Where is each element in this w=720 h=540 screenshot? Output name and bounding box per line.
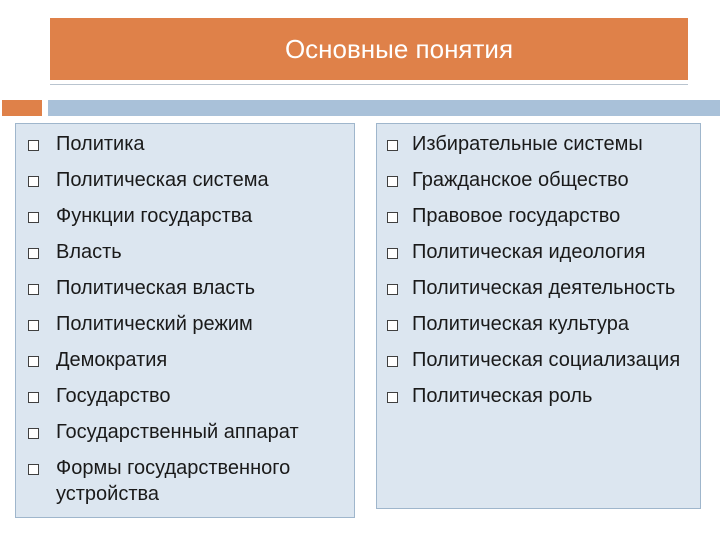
list-item-text: Функции государства (56, 205, 253, 227)
square-bullet-icon (387, 356, 398, 367)
list-item-text: Политическая социализация (412, 349, 681, 371)
list-item-text: Государство (56, 385, 171, 407)
list-item (377, 203, 700, 229)
square-bullet-icon (387, 392, 398, 403)
list-item (16, 167, 354, 193)
square-bullet-icon (387, 248, 398, 259)
left-concepts-list (16, 131, 354, 517)
right-concepts-list (377, 131, 700, 419)
square-bullet-icon (387, 284, 398, 295)
title-bar (50, 18, 688, 80)
square-bullet-icon (28, 140, 39, 151)
square-bullet-icon (28, 176, 39, 187)
list-item-text: Политическая роль (412, 385, 593, 407)
list-item-text: Политическая идеология (412, 241, 646, 263)
square-bullet-icon (28, 248, 39, 259)
square-bullet-icon (28, 428, 39, 439)
square-bullet-icon (387, 176, 398, 187)
list-item (16, 383, 354, 409)
square-bullet-icon (28, 320, 39, 331)
accent-bar-orange (2, 100, 42, 116)
square-bullet-icon (28, 464, 39, 475)
list-item-text: Политика (56, 133, 145, 155)
square-bullet-icon (387, 140, 398, 151)
title-underline (50, 84, 688, 85)
list-item (377, 239, 700, 265)
square-bullet-icon (28, 284, 39, 295)
list-item-text: Политическая деятельность (412, 277, 676, 299)
list-item-text: Государственный аппарат (56, 421, 299, 443)
list-item-text: Демократия (56, 349, 168, 371)
list-item (377, 275, 700, 301)
list-item-text: Политическая культура (412, 313, 629, 335)
list-item (377, 347, 700, 373)
square-bullet-icon (28, 356, 39, 367)
left-concepts-panel (15, 123, 355, 518)
list-item-text: Правовое государство (412, 205, 621, 227)
square-bullet-icon (387, 212, 398, 223)
list-item-text: Избирательные системы (412, 133, 643, 155)
list-item-text: Политическая система (56, 169, 269, 191)
list-item (16, 239, 354, 265)
list-item-text: Формы государственного устройства (56, 457, 291, 505)
list-item (16, 419, 354, 445)
list-item (16, 311, 354, 337)
list-item (16, 131, 354, 157)
page-title: Основные понятия (284, 33, 514, 64)
list-item-text: Политическая власть (56, 277, 256, 299)
list-item-text: Власть (56, 241, 122, 263)
right-concepts-panel (376, 123, 701, 509)
square-bullet-icon (28, 392, 39, 403)
list-item (16, 275, 354, 301)
list-item (16, 347, 354, 373)
accent-bar-blue (48, 100, 720, 116)
list-item (377, 167, 700, 193)
list-item-text: Политический режим (56, 313, 253, 335)
list-item (377, 383, 700, 409)
square-bullet-icon (387, 320, 398, 331)
list-item-text: Гражданское общество (412, 169, 629, 191)
list-item (377, 131, 700, 157)
list-item (16, 203, 354, 229)
list-item (377, 311, 700, 337)
square-bullet-icon (28, 212, 39, 223)
list-item (16, 455, 354, 507)
